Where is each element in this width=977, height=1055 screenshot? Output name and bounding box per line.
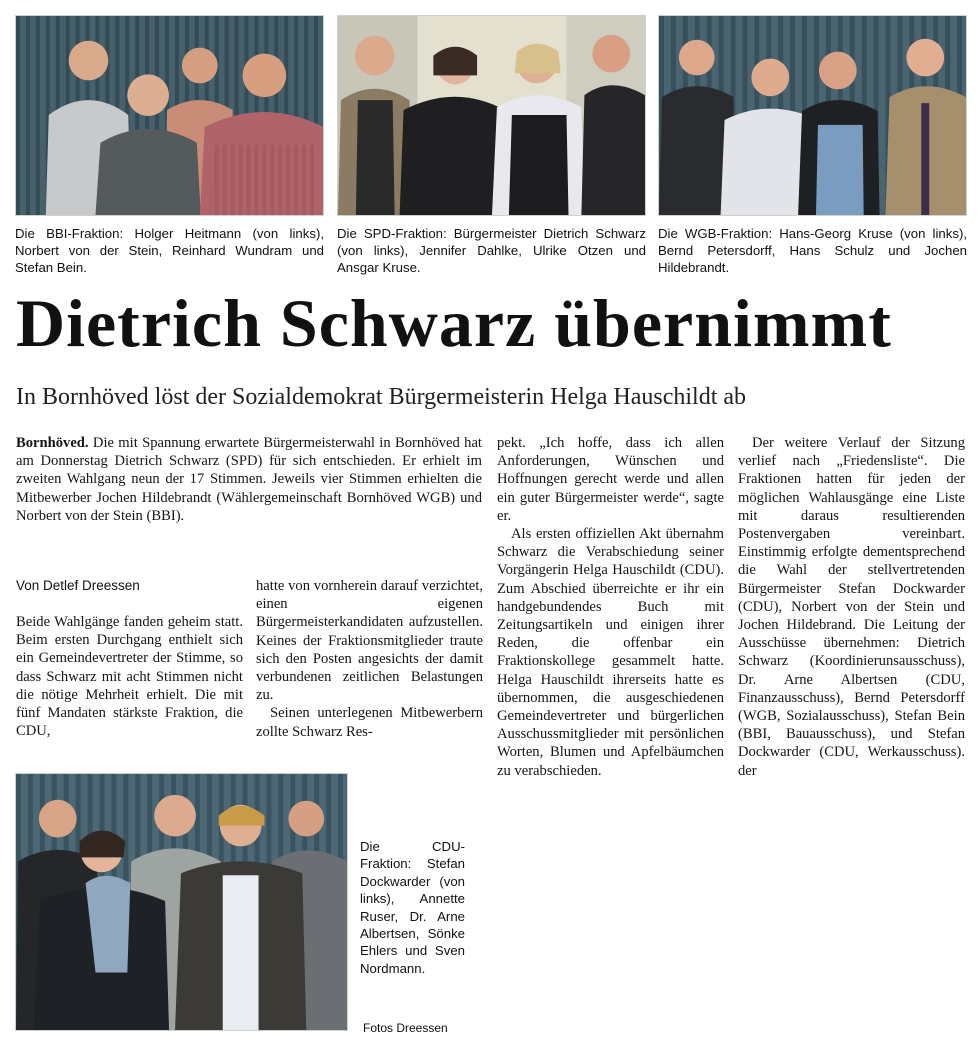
photo-cdu-caption: Die CDU-Fraktion: Stefan Dockwarder (von links), Annette Ruser, Dr. Arne Albertsen, Sönke Ehlers und Sven Nordmann.	[360, 839, 465, 976]
article-column-1	[16, 613, 243, 740]
article-byline: Von Detlef Dreessen	[16, 578, 140, 593]
article-column-3	[497, 434, 724, 780]
article-dateline: Bornhöved.	[16, 435, 89, 451]
photo-credit: Fotos Dreessen	[363, 1021, 448, 1035]
article-lead-text: Die mit Spannung erwartete Bürgermeisterwahl in Bornhöved hat am Donnerstag Dietrich Schwarz (SPD) für sich entschieden. Er erhielt im zweiten Wahlgang neun der 17 Stimmen. Jeweils vier Stimmen erhielten die Mitbewerber Jochen Hildebrandt (Wählergemeinschaft Bornhöved WGB) und Norbert von der Stein (BBI).	[16, 435, 482, 524]
article-col1-text: Beide Wahlgänge fanden geheim statt. Beim ersten Durchgang enthielt sich ein Gemeindevertreter der Stimme, so dass Schwarz mit acht Stimmen nicht die nötige Mehrheit erhielt. Die mit fünf Mandaten stärkste Fraktion, die CDU,	[16, 614, 243, 740]
photo-spd-caption: Die SPD-Fraktion: Bürgermeister Dietrich Schwarz (von links), Jennifer Dahlke, Ulrike Otzen und Ansgar Kruse.	[337, 226, 646, 275]
article-col4-text: Der weitere Verlauf der Sitzung verlief nach „Friedensliste“. Die Fraktionen hatten für jeden der möglichen Wahlausgänge eine Liste mit daraus resultierenden Postenvergaben vereinbart. Einstimmig erfolgte dementsprechend die Wahl der stellvertretenden Bürgermeister Stefan Dockwarder (CDU), Norbert von der Stein und Jochen Hildebrand. Die Leitung der Ausschüsse übernehmen: Dietrich Schwarz (Koordinierunsausschuss), Dr. Arne Albertsen (CDU, Finanzausschuss), Bernd Petersdorff (WGB, Sozialausschuss), Stefan Bein (BBI, Bauausschuss), und Stefan Dockwarder (CDU, Werkausschuss). der	[738, 435, 965, 779]
photo-bbi-caption: Die BBI-Fraktion: Holger Heitmann (von links), Norbert von der Stein, Reinhard Wundram und Stefan Bein.	[15, 226, 324, 275]
article-headline: Dietrich Schwarz übernimmt	[16, 285, 892, 361]
photo-bbi-fraktion	[15, 15, 324, 216]
photo-cdu-fraktion	[15, 773, 348, 1031]
article-subheadline: In Bornhöved löst der Sozialdemokrat Bürgermeisterin Helga Hauschildt ab	[16, 384, 747, 410]
photo-wgb-caption: Die WGB-Fraktion: Hans-Georg Kruse (von links), Bernd Petersdorff, Hans Schulz und Jochen Hildebrandt.	[658, 226, 967, 275]
article-column-4	[738, 434, 965, 780]
article-lead	[16, 434, 482, 525]
article-col2-paragraph-1: hatte von vornherein darauf verzichtet, einen eigenen Bürgermeisterkandidaten aufzustellen. Keines der Fraktionsmitglieder traute sich den Posten angesichts der damit verbundenen zeitlichen Belastungen zu.	[256, 578, 483, 704]
article-col3-paragraph-1: pekt. „Ich hoffe, dass ich allen Anforderungen, Wünschen und Hoffnungen gerecht werde und allen ein guter Bürgermeister werde“, sagte er.	[497, 435, 724, 524]
photo-wgb-fraktion	[658, 15, 967, 216]
article-col3-paragraph-2: Als ersten offiziellen Akt übernahm Schwarz die Verabschiedung seiner Vorgängerin Helga Hauschildt (CDU). Zum Abschied überreichte er ihr ein handgebundendes Buch mit Zeitungsartikeln und einigen ihrer Reden, die offenbar ein Fraktionskollege gesammelt hatte. Helga Hauschildt ihrerseits hatte es übernommen, die ausgeschiedenen Gemeindevertreter und bürgerlichen Ausschussmitglieder mit persönlichen Worten, Blumen und Apfelbäumchen zu verabschieden.	[497, 526, 724, 779]
article-column-2	[256, 577, 483, 741]
article-col2-paragraph-2: Seinen unterlegenen Mitbewerbern zollte Schwarz Res-	[256, 705, 483, 740]
photo-spd-fraktion	[337, 15, 646, 216]
